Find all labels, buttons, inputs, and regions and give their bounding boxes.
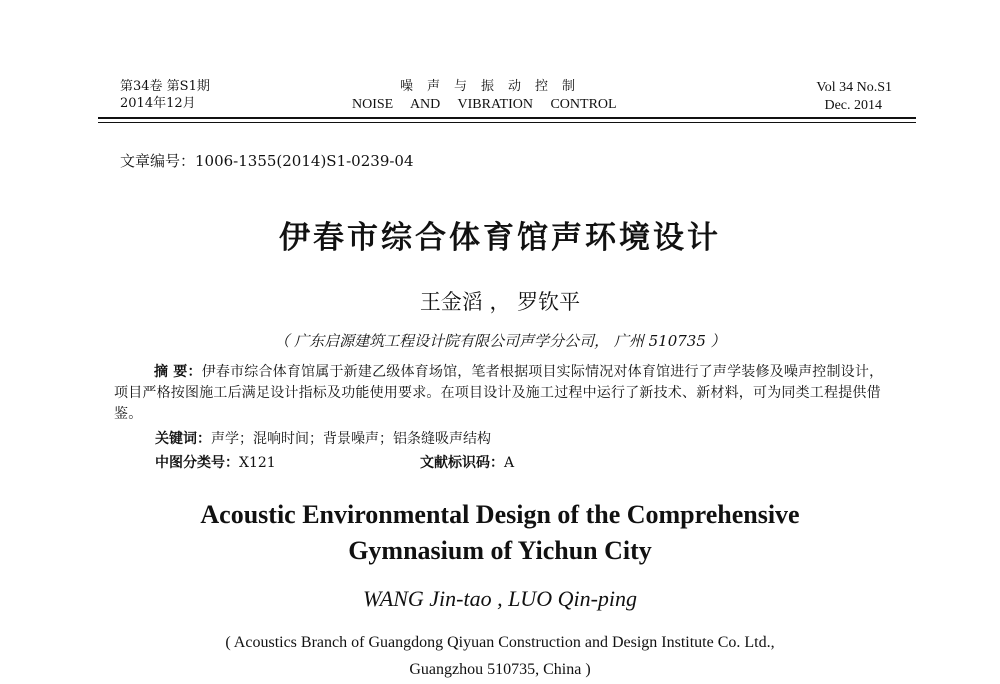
abstract-label: 摘 要： — [154, 364, 202, 380]
date-cn: 2014年12月 — [120, 96, 196, 111]
keywords — [155, 428, 491, 448]
classification-label: 中图分类号： — [155, 455, 239, 471]
journal-name-en: NOISE AND VIBRATION CONTROL — [352, 97, 617, 112]
article-number: 文章编号：1006-1355(2014)S1-0239-04 — [120, 152, 414, 170]
volume-issue-cn: 第34卷 第S1期 — [120, 79, 210, 94]
authors-en: WANG Jin-tao , LUO Qin-ping — [362, 586, 638, 611]
title-en-line-1: Acoustic Environmental Design of the Comprehensive — [200, 500, 800, 529]
authors-cn: 王金滔 ， 罗钦平 — [419, 290, 581, 314]
affiliation-en — [0, 629, 1000, 683]
classification-number — [155, 452, 276, 472]
title-en — [0, 497, 1000, 569]
keywords-text: 声学；混响时间；背景噪声；铝条缝吸声结构 — [211, 431, 491, 447]
abstract-text: 伊春市综合体育馆属于新建乙级体育场馆，笔者根据项目实际情况对体育馆进行了声学装修及噪声控制设计，项目严格按图施工后满足设计指标及功能使用要求。在项目设计及施工过程中运行了新技术、新材料，可为同类工程提供借鉴。 — [114, 364, 884, 422]
title-en-line-2: Gymnasium of Yichun City — [348, 536, 652, 565]
document-code-label: 文献标识码： — [420, 455, 504, 471]
abstract-cn — [114, 362, 892, 425]
affiliation-en-line-1: ( Acoustics Branch of Guangdong Qiyuan Construction and Design Institute Co. Ltd., — [225, 634, 775, 651]
document-code-value: A — [504, 455, 515, 471]
classification-value: X121 — [239, 455, 276, 471]
title-cn: 伊春市综合体育馆声环境设计 — [279, 220, 721, 256]
date-en: Dec. 2014 — [824, 98, 882, 113]
header-rule-thick — [98, 117, 916, 119]
affiliation-cn: （ 广东启源建筑工程设计院有限公司声学分公司， 广州 510735 ） — [274, 332, 726, 350]
document-code — [420, 452, 514, 472]
header-rule-thin — [98, 122, 916, 123]
affiliation-en-line-2: Guangzhou 510735, China ) — [409, 661, 591, 678]
volume-issue-en: Vol 34 No.S1 — [816, 80, 892, 95]
journal-name-cn: 噪声与振动控制 — [400, 79, 590, 94]
keywords-label: 关键词： — [155, 431, 211, 447]
